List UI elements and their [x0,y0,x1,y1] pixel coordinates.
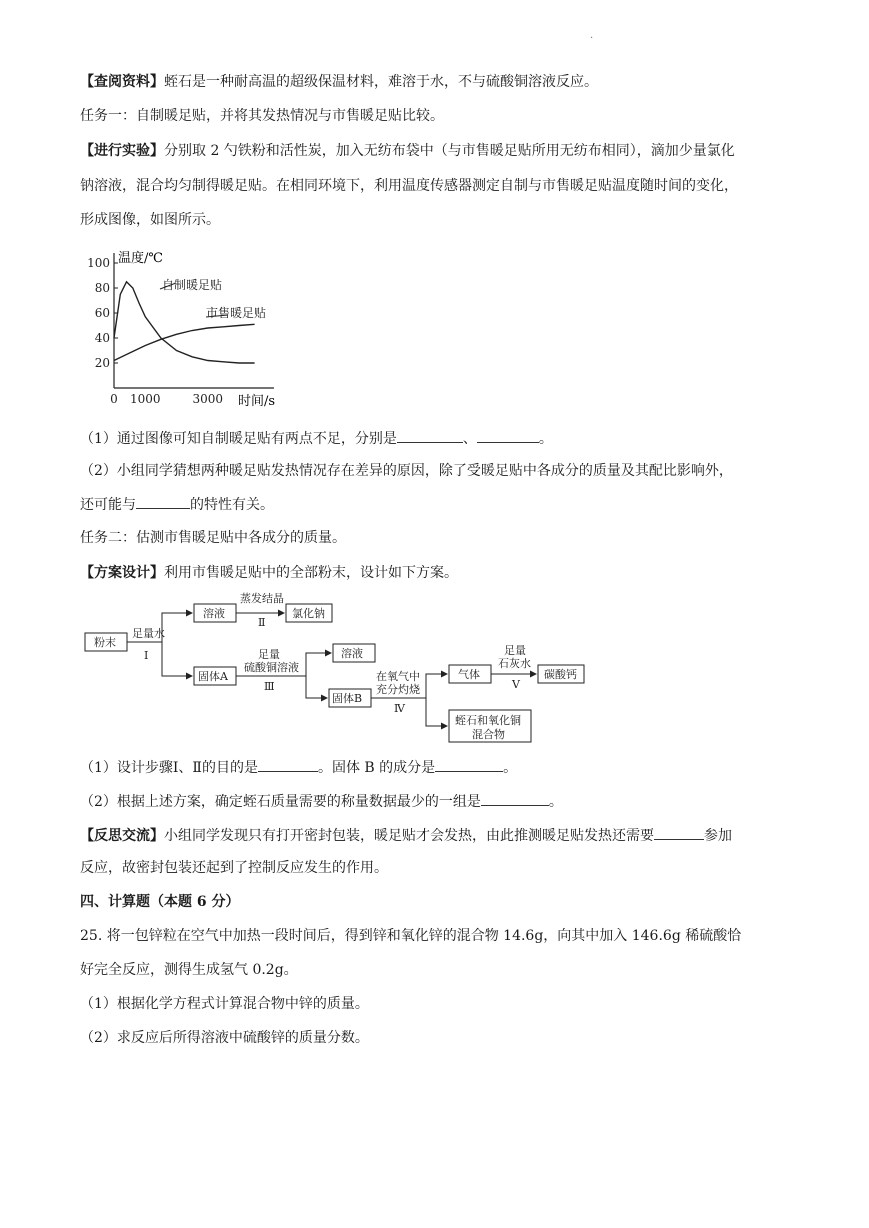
step4-condition-1: 在氧气中 [376,670,420,683]
solution2-label: 溶液 [341,647,363,660]
answer-blank[interactable] [136,494,190,509]
question-1-1-text: （1）通过图像可知自制暖足贴有两点不足，分别是 [80,431,397,447]
gas-label: 气体 [458,668,480,681]
mixture-label-2: 混合物 [472,728,505,741]
x-tick-label: 0 [110,392,118,406]
question-2-1 [80,757,517,778]
flow-diagram [80,590,600,750]
reference-text: 蛭石是一种耐高温的超级保温材料，难溶于水，不与硫酸铜溶液反应。 [164,74,598,90]
series-label: 市售暖足贴 [206,306,267,320]
experiment-line-1 [80,141,735,161]
reflect-text: 小组同学发现只有打开密封包装，暖足贴才会发热，由此推测暖足贴发热还需要 [164,828,654,844]
question-1-2-line-2 [80,494,274,515]
y-tick-label: 80 [94,281,110,295]
reflect-end: 参加 [704,828,732,844]
question-25-line-2: 好完全反应，测得生成氢气 0.2g。 [80,962,298,978]
series-label: 自制暖足贴 [162,278,223,292]
question-2-2-text: （2）根据上述方案，确定蛭石质量需要的称量数据最少的一组是 [80,794,481,810]
task2-line: 任务二：估测市售暖足贴中各成分的质量。 [80,530,346,546]
experiment-line-2: 钠溶液，混合均匀制得暖足贴。在相同环境下，利用温度传感器测定自制与市售暖足贴温度随时间的变化， [80,178,738,194]
reflect-line-1 [80,825,732,846]
design-tag: 【方案设计】 [80,565,164,581]
answer-blank[interactable] [435,757,503,772]
question-25-line-1: 25. 将一包锌粒在空气中加热一段时间后，得到锌和氧化锌的混合物 14.6g，向其中加入 146.6g 稀硫酸恰 [80,928,742,944]
step5-number: Ⅴ [512,678,520,691]
step3-reagent-1: 足量 [258,648,280,661]
solidA-label: 固体A [198,670,228,683]
question-2-2 [80,791,563,812]
experiment-line-3: 形成图像，如图所示。 [80,212,220,228]
y-tick-label: 40 [94,331,110,345]
step5-reagent-1: 足量 [504,644,526,657]
step2-number: Ⅱ [258,616,266,629]
experiment-text: 分别取 2 勺铁粉和活性炭，加入无纺布袋中（与市售暖足贴所用无纺布相同），滴加少量氯化 [164,143,735,159]
experiment-tag: 【进行实验】 [80,143,164,159]
nacl-label: 氯化钠 [292,607,325,620]
period: 。 [503,760,518,776]
reference-paragraph [80,72,598,92]
y-tick-label: 20 [94,356,110,370]
question-2-1-mid: 。固体 B 的成分是 [317,760,436,776]
question-1-2-line-1: （2）小组同学猜想两种暖足贴发热情况存在差异的原因，除了受暖足贴中各成分的质量及其配比影响外， [80,463,733,479]
step3-reagent-2: 硫酸铜溶液 [244,661,299,674]
question-1-2-pre: 还可能与 [80,497,136,513]
answer-blank[interactable] [258,757,318,772]
caco3-label: 碳酸钙 [544,668,577,681]
step4-condition-2: 充分灼烧 [376,683,420,696]
step2-operation: 蒸发结晶 [240,592,284,605]
x-tick-label: 3000 [192,392,224,406]
step5-reagent-2: 石灰水 [498,657,531,670]
x-tick-label: 1000 [129,392,161,406]
question-1-2-post: 的特性有关。 [190,497,274,513]
solidB-label: 固体B [332,692,363,705]
y-axis-label: 温度/℃ [118,251,163,266]
header-mark: . [590,30,594,41]
question-2-1-text: （1）设计步骤Ⅰ、Ⅱ的目的是 [80,760,258,776]
reflect-tag: 【反思交流】 [80,828,164,844]
task1-line: 任务一：自制暖足贴，并将其发热情况与市售暖足贴比较。 [80,108,444,124]
period: 。 [538,431,553,447]
y-tick-label: 60 [94,306,110,320]
step1-number: Ⅰ [144,649,149,662]
answer-blank[interactable] [397,428,463,443]
solution1-label: 溶液 [203,607,225,620]
question-25-2: （2）求反应后所得溶液中硫酸锌的质量分数。 [80,1030,369,1046]
series-line-2 [114,324,255,360]
step1-reagent: 足量水 [132,627,165,640]
answer-blank[interactable] [654,825,704,840]
x-axis-label: 时间/s [238,394,276,409]
powder-label: 粉末 [94,636,116,649]
answer-blank[interactable] [481,791,549,806]
mixture-label-1: 蛭石和氧化铜 [455,714,521,727]
question-1-1 [80,428,553,449]
section-heading: 四、计算题（本题 6 分） [80,894,240,910]
step3-number: Ⅲ [264,680,275,693]
question-25-1: （1）根据化学方程式计算混合物中锌的质量。 [80,996,369,1012]
temperature-chart [78,245,298,415]
step4-number: Ⅳ [394,702,405,715]
separator: 、 [462,431,477,447]
design-text: 利用市售暖足贴中的全部粉末，设计如下方案。 [164,565,458,581]
y-tick-label: 100 [87,256,110,270]
reference-tag: 【查阅资料】 [80,74,164,90]
design-line [80,563,458,583]
reflect-line-2: 反应，故密封包装还起到了控制反应发生的作用。 [80,860,388,876]
answer-blank[interactable] [477,428,539,443]
period: 。 [548,794,563,810]
